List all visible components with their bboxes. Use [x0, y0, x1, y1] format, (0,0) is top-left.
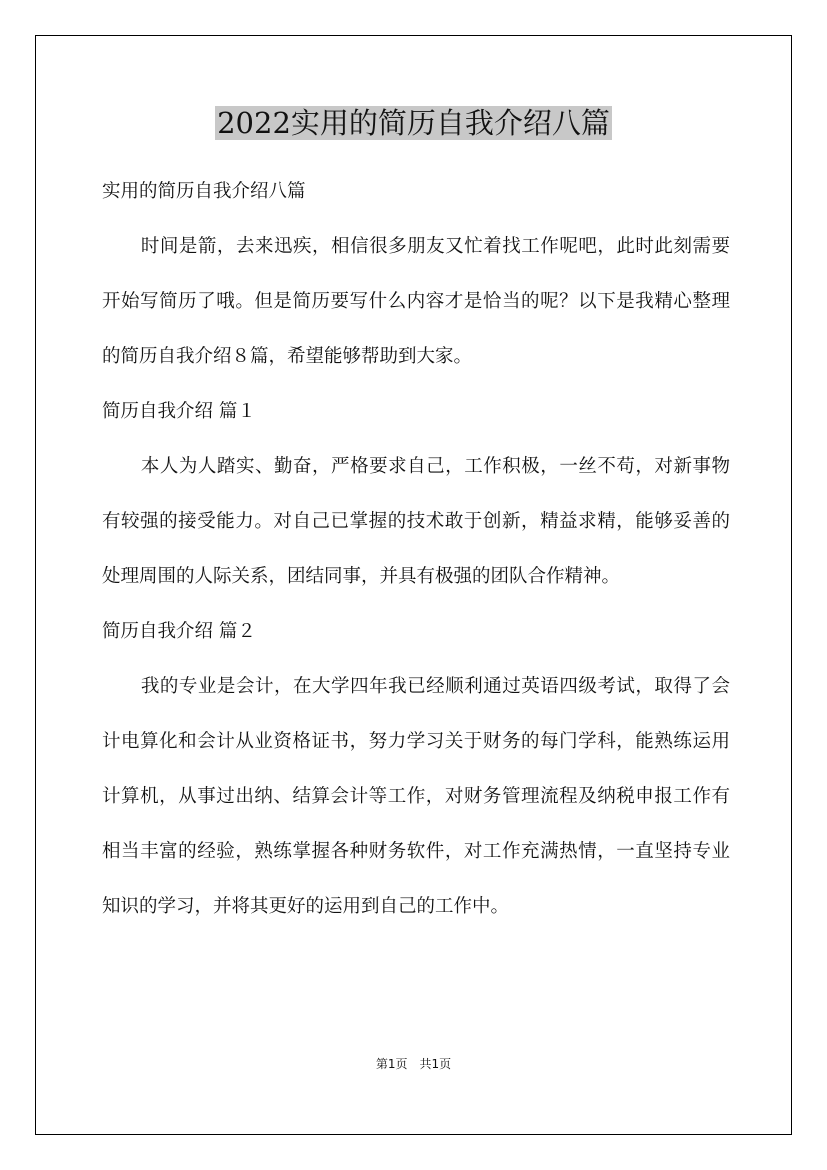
intro-heading: 实用的简历自我介绍八篇 [102, 181, 306, 202]
page-footer: 第1页 共1页 [375, 1057, 452, 1071]
section-2-heading: 简历自我介绍 篇２ [102, 621, 256, 642]
document-title-text: 2022实用的简历自我介绍八篇 [217, 106, 610, 140]
document-body [102, 164, 730, 934]
document-title [0, 100, 827, 146]
section-1-heading: 简历自我介绍 篇１ [102, 401, 256, 422]
intro-paragraph: 时间是箭，去来迅疾，相信很多朋友又忙着找工作呢吧，此时此刻需要开始写简历了哦。但是简历要写什么内容才是恰当的呢？以下是我精心整理的简历自我介绍８篇，希望能够帮助到大家。 [102, 236, 730, 367]
section-1-paragraph: 本人为人踏实、勤奋，严格要求自己，工作积极，一丝不苟，对新事物有较强的接受能力。对自己已掌握的技术敢于创新，精益求精，能够妥善的处理周围的人际关系，团结同事，并具有极强的团队合作精神。 [102, 456, 730, 587]
section-2-paragraph: 我的专业是会计，在大学四年我已经顺利通过英语四级考试，取得了会计电算化和会计从业资格证书，努力学习关于财务的每门学科，能熟练运用计算机，从事过出纳、结算会计等工作，对财务管理流程及纳税申报工作有相当丰富的经验，熟练掌握各种财务软件，对工作充满热情，一直坚持专业知识的学习，并将其更好的运用到自己的工作中。 [102, 676, 730, 917]
